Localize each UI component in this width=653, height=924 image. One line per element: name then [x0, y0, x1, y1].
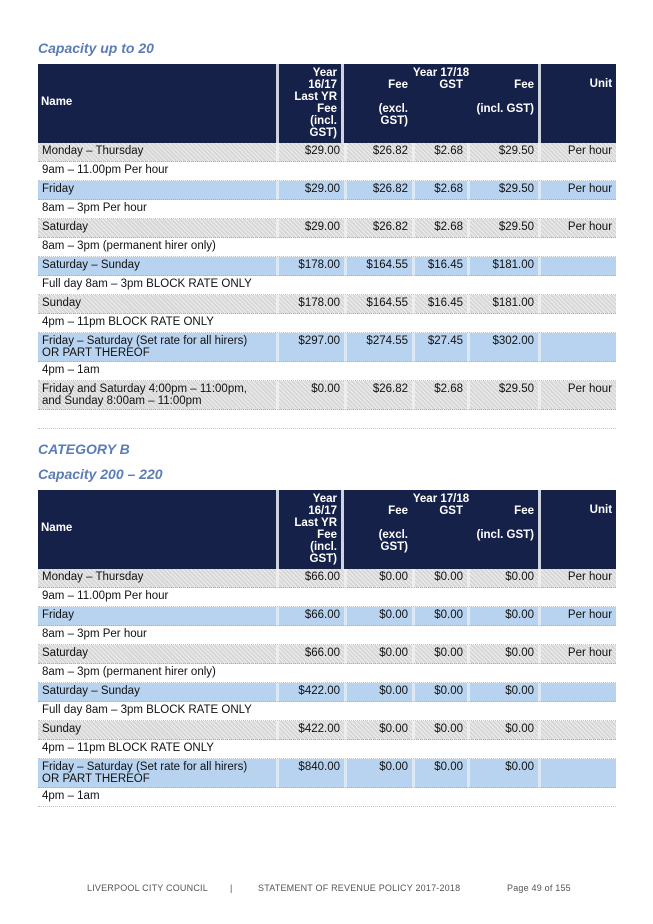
gst-cell: $16.45: [412, 295, 467, 314]
fee-excl-gst-cell: $0.00: [344, 607, 412, 626]
name-cell: Saturday: [38, 645, 276, 664]
description-cell: 4pm – 1am: [38, 788, 616, 807]
header-last-yr-fee: [276, 64, 344, 143]
table-header-row: [38, 64, 616, 143]
name-cell: Monday – Thursday: [38, 569, 276, 588]
name-cell: Sunday: [38, 721, 276, 740]
gst-cell: $2.68: [412, 381, 467, 410]
category-b-title: CATEGORY B: [38, 441, 130, 457]
last-yr-fee-cell: $66.00: [276, 645, 344, 664]
table-row: [38, 333, 616, 362]
header-fee-label: Fee: [388, 505, 408, 517]
header-last-yr-line3: Fee: [317, 103, 337, 115]
header-year-group: [344, 64, 538, 143]
header-year-group: [344, 490, 538, 569]
name-cell: Friday: [38, 181, 276, 200]
section-title-capacity-200-220: Capacity 200 – 220: [38, 466, 163, 482]
name-cell: Saturday – Sunday: [38, 683, 276, 702]
table-row-description: [38, 410, 616, 429]
table-row: [38, 645, 616, 664]
last-yr-fee-cell: $29.00: [276, 181, 344, 200]
table-row: [38, 381, 616, 410]
table-row: [38, 759, 616, 788]
header-fee2-sub: (incl. GST): [476, 103, 534, 115]
header-gst: [412, 79, 467, 127]
fee-excl-gst-cell: $0.00: [344, 569, 412, 588]
fee-excl-gst-cell: $164.55: [344, 257, 412, 276]
header-name: Name: [38, 490, 276, 569]
table-row-description: [38, 238, 616, 257]
gst-cell: $16.45: [412, 257, 467, 276]
table-row: [38, 569, 616, 588]
fee-table-body: [38, 569, 616, 807]
header-fee2-sub: (incl. GST): [476, 529, 534, 541]
table-row-description: [38, 200, 616, 219]
header-unit-label: Unit: [589, 78, 613, 90]
fee-incl-gst-cell: $29.50: [467, 219, 538, 238]
description-cell: Full day 8am – 3pm BLOCK RATE ONLY: [38, 276, 616, 295]
section-title-capacity-20: Capacity up to 20: [38, 40, 154, 56]
table-row: [38, 683, 616, 702]
table-row-description: [38, 626, 616, 645]
fee-incl-gst-cell: $29.50: [467, 143, 538, 162]
unit-cell: Per hour: [538, 645, 616, 664]
gst-cell: $0.00: [412, 569, 467, 588]
fee-excl-gst-cell: $0.00: [344, 759, 412, 788]
header-last-yr-line4: (incl. GST): [309, 115, 337, 139]
table-row-description: [38, 276, 616, 295]
table-row: [38, 607, 616, 626]
header-gst-label: GST: [439, 79, 463, 91]
fee-table-capacity-20: [38, 64, 616, 429]
table-row-description: [38, 664, 616, 683]
table-row-description: [38, 588, 616, 607]
description-cell: [38, 410, 616, 429]
fee-incl-gst-cell: $0.00: [467, 645, 538, 664]
unit-cell: Per hour: [538, 143, 616, 162]
header-fee-incl: [467, 79, 538, 127]
header-last-yr-line1: Year 16/17: [308, 493, 337, 517]
last-yr-fee-cell: $29.00: [276, 143, 344, 162]
unit-cell: [538, 683, 616, 702]
fee-table-capacity-200-220: [38, 490, 616, 807]
description-cell: 4pm – 1am: [38, 362, 616, 381]
gst-cell: $0.00: [412, 645, 467, 664]
fee-incl-gst-cell: $0.00: [467, 683, 538, 702]
gst-cell: $27.45: [412, 333, 467, 362]
last-yr-fee-cell: $422.00: [276, 683, 344, 702]
unit-cell: Per hour: [538, 569, 616, 588]
header-last-yr-line2: Last YR: [294, 91, 337, 103]
header-fee-sub2: GST): [380, 541, 408, 553]
table-row: [38, 295, 616, 314]
gst-cell: $0.00: [412, 683, 467, 702]
table-row: [38, 143, 616, 162]
table-row: [38, 721, 616, 740]
fee-table-body: [38, 143, 616, 429]
description-cell: 8am – 3pm Per hour: [38, 626, 616, 645]
name-cell: Friday and Saturday 4:00pm – 11:00pm, and Sunday 8:00am – 11:00pm: [38, 381, 276, 410]
last-yr-fee-cell: $422.00: [276, 721, 344, 740]
table-row: [38, 181, 616, 200]
fee-incl-gst-cell: $0.00: [467, 607, 538, 626]
gst-cell: $0.00: [412, 721, 467, 740]
header-fee-incl: [467, 505, 538, 553]
header-fee2-label: Fee: [514, 79, 534, 91]
last-yr-fee-cell: $66.00: [276, 607, 344, 626]
fee-excl-gst-cell: $26.82: [344, 143, 412, 162]
table-row-description: [38, 702, 616, 721]
header-unit-label: Unit: [589, 504, 613, 516]
name-cell: Monday – Thursday: [38, 143, 276, 162]
unit-cell: Per hour: [538, 381, 616, 410]
last-yr-fee-cell: $178.00: [276, 257, 344, 276]
header-fee2-label: Fee: [514, 505, 534, 517]
header-fee-excl: [344, 79, 412, 127]
description-cell: 8am – 3pm Per hour: [38, 200, 616, 219]
last-yr-fee-cell: $0.00: [276, 381, 344, 410]
gst-cell: $2.68: [412, 143, 467, 162]
header-fee-sub2: GST): [380, 115, 408, 127]
header-gst: [412, 505, 467, 553]
fee-excl-gst-cell: $0.00: [344, 683, 412, 702]
description-cell: 8am – 3pm (permanent hirer only): [38, 238, 616, 257]
footer-separator: |: [230, 883, 233, 893]
header-fee-label: Fee: [388, 79, 408, 91]
fee-incl-gst-cell: $29.50: [467, 381, 538, 410]
description-cell: 4pm – 11pm BLOCK RATE ONLY: [38, 314, 616, 333]
fee-incl-gst-cell: $0.00: [467, 569, 538, 588]
fee-excl-gst-cell: $0.00: [344, 645, 412, 664]
unit-cell: [538, 721, 616, 740]
unit-cell: Per hour: [538, 181, 616, 200]
header-year-17-18: Year 17/18: [412, 493, 470, 505]
description-cell: Full day 8am – 3pm BLOCK RATE ONLY: [38, 702, 616, 721]
last-yr-fee-cell: $66.00: [276, 569, 344, 588]
header-unit: [538, 64, 616, 143]
fee-excl-gst-cell: $0.00: [344, 721, 412, 740]
fee-incl-gst-cell: $302.00: [467, 333, 538, 362]
fee-excl-gst-cell: $26.82: [344, 181, 412, 200]
description-cell: 9am – 11.00pm Per hour: [38, 588, 616, 607]
table-row-description: [38, 362, 616, 381]
last-yr-fee-cell: $178.00: [276, 295, 344, 314]
table-row-description: [38, 740, 616, 759]
gst-cell: $0.00: [412, 607, 467, 626]
footer-page-number: Page 49 of 155: [507, 883, 571, 893]
table-row-description: [38, 314, 616, 333]
header-last-yr-line3: Fee: [317, 529, 337, 541]
unit-cell: Per hour: [538, 607, 616, 626]
header-last-yr-fee: [276, 490, 344, 569]
gst-cell: $0.00: [412, 759, 467, 788]
fee-incl-gst-cell: $29.50: [467, 181, 538, 200]
fee-incl-gst-cell: $181.00: [467, 257, 538, 276]
footer-document-title: STATEMENT OF REVENUE POLICY 2017-2018: [258, 883, 461, 893]
name-cell: Friday: [38, 607, 276, 626]
header-last-yr-line4: (incl. GST): [309, 541, 337, 565]
name-cell: Sunday: [38, 295, 276, 314]
header-last-yr-line1: Year 16/17: [308, 67, 337, 91]
last-yr-fee-cell: $840.00: [276, 759, 344, 788]
gst-cell: $2.68: [412, 219, 467, 238]
name-cell: Friday – Saturday (Set rate for all hirers) OR PART THEREOF: [38, 333, 276, 362]
last-yr-fee-cell: $29.00: [276, 219, 344, 238]
header-name: Name: [38, 64, 276, 143]
footer-council: LIVERPOOL CITY COUNCIL: [87, 883, 208, 893]
description-cell: 9am – 11.00pm Per hour: [38, 162, 616, 181]
description-cell: 8am – 3pm (permanent hirer only): [38, 664, 616, 683]
table-row-description: [38, 162, 616, 181]
fee-excl-gst-cell: $26.82: [344, 219, 412, 238]
header-fee-excl: [344, 505, 412, 553]
name-cell: Saturday – Sunday: [38, 257, 276, 276]
fee-excl-gst-cell: $274.55: [344, 333, 412, 362]
unit-cell: Per hour: [538, 219, 616, 238]
gst-cell: $2.68: [412, 181, 467, 200]
unit-cell: [538, 759, 616, 788]
fee-incl-gst-cell: $0.00: [467, 721, 538, 740]
header-gst-label: GST: [439, 505, 463, 517]
name-cell: Friday – Saturday (Set rate for all hirers) OR PART THEREOF: [38, 759, 276, 788]
header-fee-sub1: (excl.: [378, 103, 408, 115]
table-row: [38, 257, 616, 276]
fee-excl-gst-cell: $164.55: [344, 295, 412, 314]
fee-excl-gst-cell: $26.82: [344, 381, 412, 410]
header-year-17-18: Year 17/18: [412, 67, 470, 79]
unit-cell: [538, 295, 616, 314]
name-cell: Saturday: [38, 219, 276, 238]
last-yr-fee-cell: $297.00: [276, 333, 344, 362]
fee-incl-gst-cell: $181.00: [467, 295, 538, 314]
table-row-description: [38, 788, 616, 807]
header-last-yr-line2: Last YR: [294, 517, 337, 529]
unit-cell: [538, 257, 616, 276]
description-cell: 4pm – 11pm BLOCK RATE ONLY: [38, 740, 616, 759]
table-header-row: [38, 490, 616, 569]
table-row: [38, 219, 616, 238]
fee-incl-gst-cell: $0.00: [467, 759, 538, 788]
unit-cell: [538, 333, 616, 362]
header-unit: [538, 490, 616, 569]
header-fee-sub1: (excl.: [378, 529, 408, 541]
